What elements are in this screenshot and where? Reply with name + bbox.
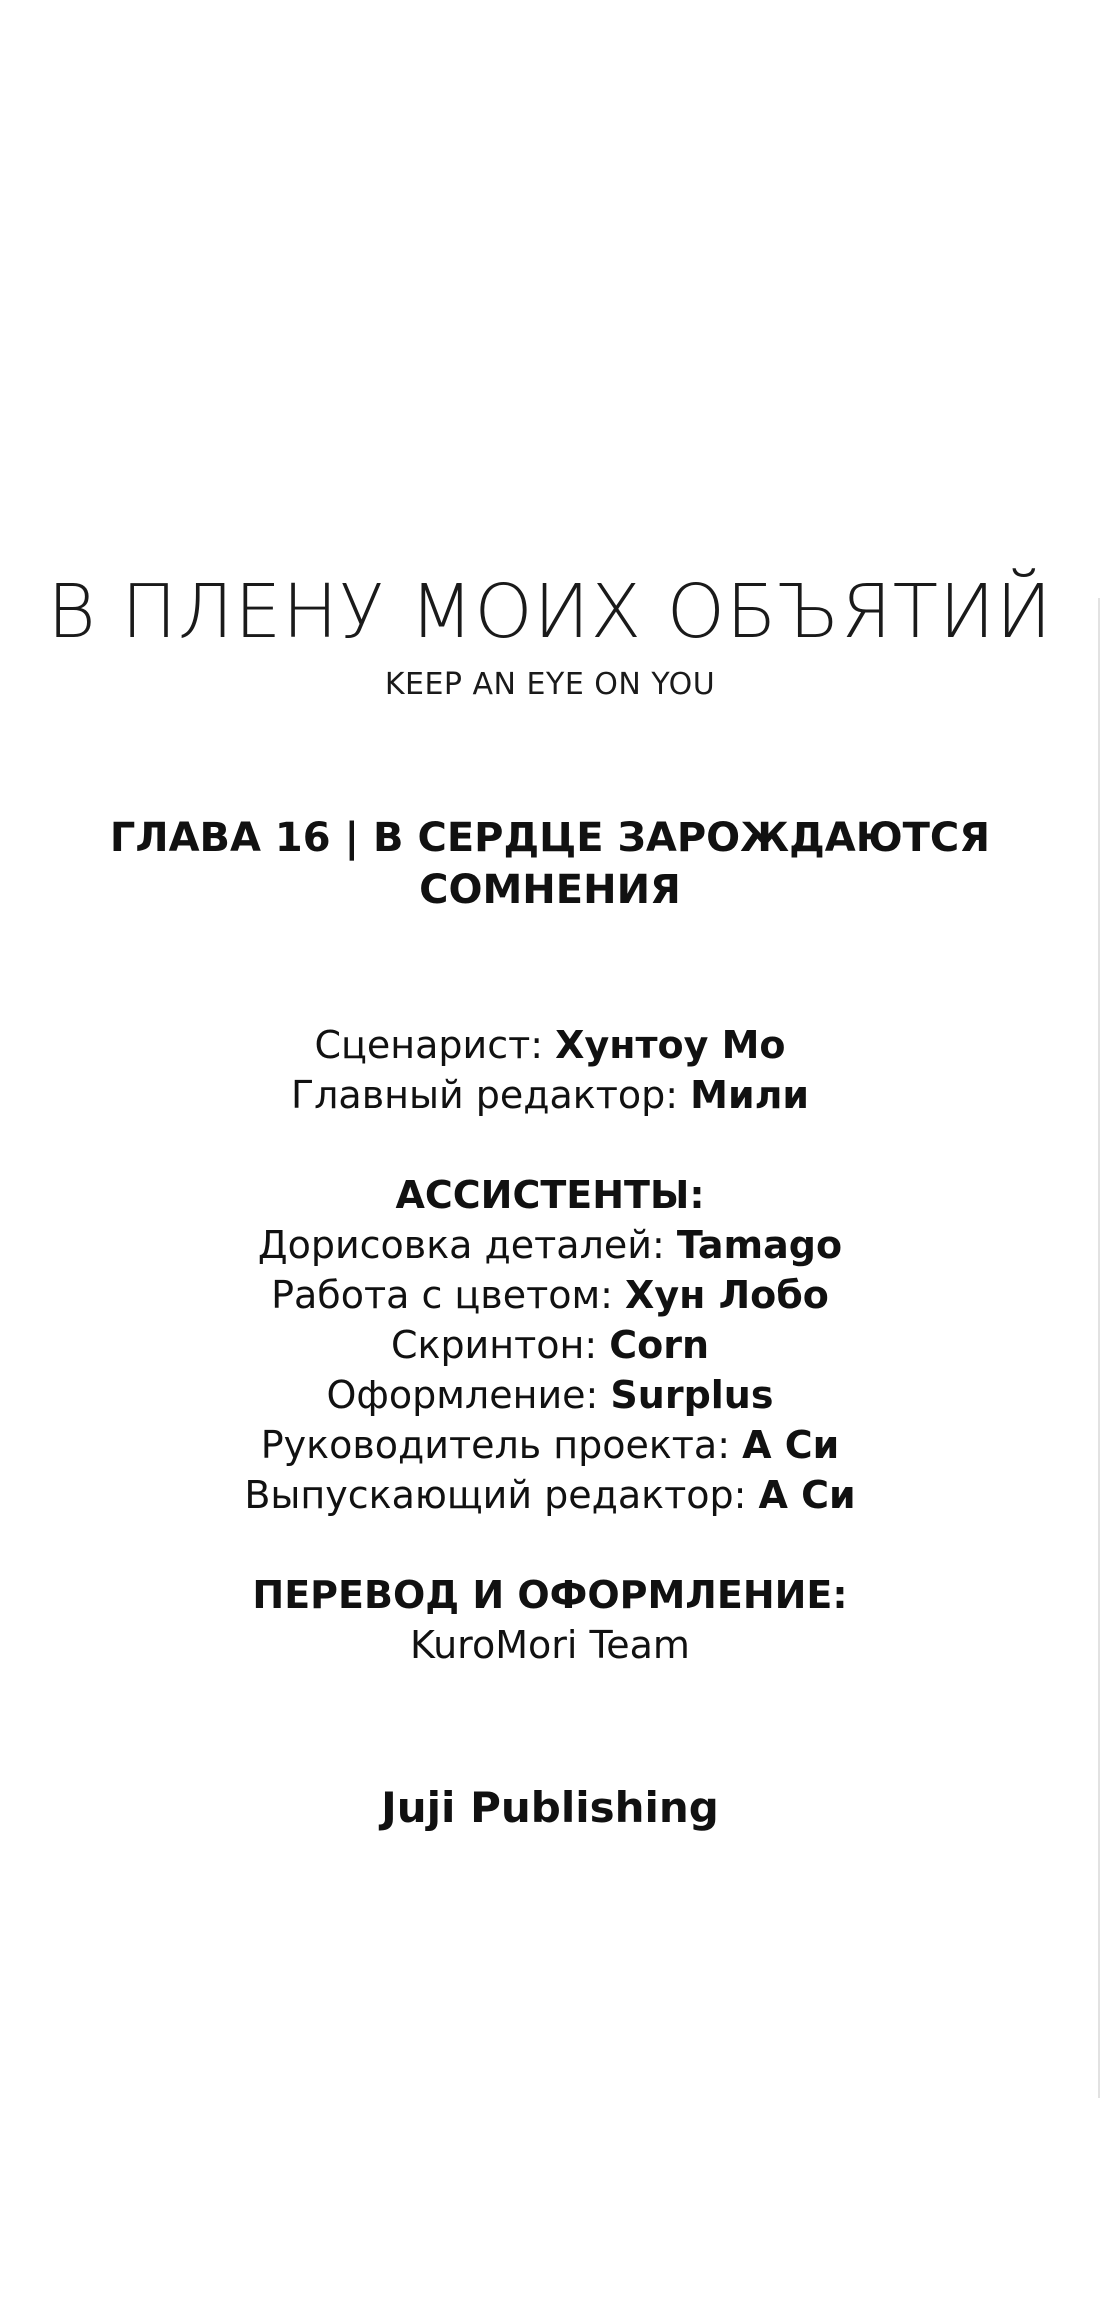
credit-assistant [0,1220,1100,1270]
chapter-heading [0,812,1100,916]
english-subtitle: KEEP AN EYE ON YOU [384,667,716,702]
translation-team: KuroMori Team [410,1623,690,1667]
credit-value: Хунтоу Мо [555,1023,786,1067]
translation-heading: ПЕРЕВОД И ОФОРМЛЕНИЕ: [252,1573,848,1617]
credit-label: Руководитель проекта: [260,1423,731,1467]
credit-label: Выпускающий редактор: [244,1473,747,1517]
title-block [0,569,1100,702]
credit-value: Хун Лобо [625,1273,829,1317]
credit-assistant [0,1320,1100,1370]
credit-label: Сценарист: [314,1023,544,1067]
chapter-line-1: ГЛАВА 16 | В СЕРДЦЕ ЗАРОЖДАЮТСЯ [109,815,991,861]
credit-label: Скринтон: [390,1323,598,1367]
credit-label: Работа с цветом: [271,1273,613,1317]
main-title: В ПЛЕНУ МОИХ ОБЪЯТИЙ [47,569,1053,655]
credit-value: Corn [609,1323,710,1367]
credit-writer [0,1020,1100,1070]
credit-value: А Си [758,1473,856,1517]
chapter-line-2: СОМНЕНИЯ [419,867,681,913]
credits-list [0,1020,1100,1670]
credit-chief-editor [0,1070,1100,1120]
credit-assistant [0,1270,1100,1320]
credit-label: Дорисовка деталей: [257,1223,665,1267]
credit-label: Оформление: [326,1373,599,1417]
credit-assistant [0,1470,1100,1520]
credit-assistant [0,1420,1100,1470]
credit-label: Главный редактор: [290,1073,679,1117]
credit-value: Surplus [610,1373,774,1417]
assistants-heading: АССИСТЕНТЫ: [395,1173,705,1217]
credit-value: Мили [690,1073,810,1117]
credit-value: А Си [742,1423,840,1467]
publisher-name: Juji Publishing [381,1783,719,1832]
credit-value: Tamago [676,1223,843,1267]
credit-assistant [0,1370,1100,1420]
